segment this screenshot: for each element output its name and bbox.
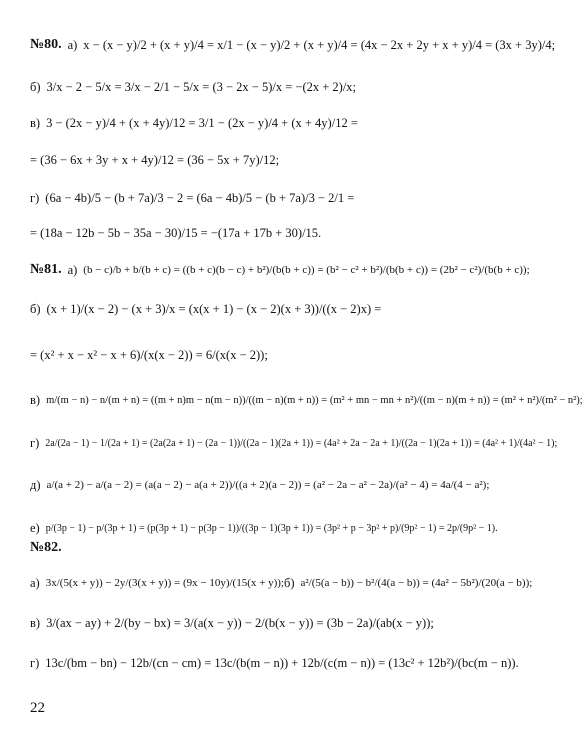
p82-v-label: в) — [30, 615, 41, 630]
p80-v-label: в) — [30, 115, 41, 130]
p81-e-label: е) — [30, 520, 40, 535]
p80-b-expr: 3/x − 2 − 5/x = 3/x − 2/1 − 5/x = (3 − 2x − 5)/x = −(2x + 2)/x; — [46, 79, 357, 94]
p81-v-label: в) — [30, 392, 41, 407]
p81-v-expr: m/(m − n) − n/(m + n) = ((m + n)m − n(m − n))/((m − n)(m + n)) = (m² + mn − mn + n²)/((m − n)(m + n)) = (m² + n²)/(m² − n²); — [46, 394, 583, 406]
p81-g-expr: 2a/(2a − 1) − 1/(2a + 1) = (2a(2a + 1) − (2a − 1))/((2a − 1)(2a + 1)) = (4a² + 2a − 2a + 1)/((2a − 1)(2a + 1)) = (4a² + 1)/(4a² − 1); — [45, 437, 558, 449]
p81-b-line1 — [30, 294, 489, 324]
p80-title: №80. — [30, 37, 62, 52]
p81-g-label: г) — [30, 435, 40, 450]
p80-b-label: б) — [30, 79, 41, 94]
p80-v-line1 — [30, 108, 489, 138]
p81-e-expr: p/(3p − 1) − p/(3p + 1) = (p(3p + 1) − p(3p − 1))/((3p − 1)(3p + 1)) = (3p² + p − 3p² + p)/(9p² − 1) = 2p/(9p² − 1). — [45, 522, 498, 534]
p82-ab-line — [30, 568, 533, 598]
p81-b-expr2: = (x² + x − x² − x + 6)/(x(x − 2)) = 6/(x(x − 2)); — [30, 347, 268, 362]
p80-a-expr: x − (x − y)/2 + (x + y)/4 = x/1 − (x − y)/2 + (x + y)/4 = (4x − 2x + 2y + x + y)/4 = (3x + 3y)/4; — [83, 37, 556, 52]
p80-a-label: а) — [67, 37, 78, 52]
p80-a-line — [30, 30, 556, 60]
p80-g-line2 — [30, 218, 489, 248]
p81-title: №81. — [30, 262, 62, 277]
p81-d-expr: a/(a + 2) − a/(a − 2) = (a(a − 2) − a(a + 2))/((a + 2)(a − 2)) = (a² − 2a − a² − 2a)/(a² − 4) = 4a/(4 − a²); — [46, 479, 490, 491]
p82-title: №82. — [30, 540, 62, 555]
p80-b-line — [30, 72, 489, 102]
p81-a-label: а) — [67, 262, 78, 277]
p80-g-line1 — [30, 183, 489, 213]
p82-v-expr: 3/(ax − ay) + 2/(by − bx) = 3/(a(x − y)) − 2/(b(x − y)) = (3b − 2a)/(ab(x − y)); — [46, 615, 434, 630]
p82-a-label: а) — [30, 575, 40, 590]
p81-v-line — [30, 385, 583, 415]
p80-v-expr1: 3 − (2x − y)/4 + (x + 4y)/12 = 3/1 − (2x − y)/4 + (x + 4y)/12 = — [46, 115, 358, 130]
p80-v-expr2: = (36 − 6x + 3y + x + 4y)/12 = (36 − 5x + 7y)/12; — [30, 152, 280, 167]
p81-b-expr1: (x + 1)/(x − 2) − (x + 3)/x = (x(x + 1) − (x − 2)(x + 3))/((x − 2)x) = — [46, 301, 382, 316]
p81-a-line — [30, 255, 530, 285]
p82-g-label: г) — [30, 655, 40, 670]
p81-b-line2 — [30, 340, 489, 370]
p81-b-label: б) — [30, 301, 41, 316]
p82-g-expr: 13c/(bm − bn) − 12b/(cn − cm) = 13c/(b(m − n)) + 12b/(c(m − n)) = (13c² + 12b²)/(bc(m − n)). — [45, 655, 519, 670]
p81-e-line — [30, 513, 498, 543]
page-number: 22 — [30, 700, 45, 716]
p82-a-expr: 3x/(5(x + y)) − 2y/(3(x + y)) = (9x − 10y)/(15(x + y)); — [45, 577, 284, 589]
p80-g-expr1: (6a − 4b)/5 − (b + 7a)/3 − 2 = (6a − 4b)/5 − (b + 7a)/3 − 2/1 = — [45, 190, 355, 205]
p81-a-expr: (b − c)/b + b/(b + c) = ((b + c)(b − c) + b²)/(b(b + c)) = (b² − c² + b²)/(b(b + c)) = (2b² − c²)/(b(b + c)); — [83, 264, 530, 276]
p82-b-label: б) — [283, 575, 295, 590]
p82-v-line — [30, 608, 489, 638]
p81-d-line — [30, 470, 489, 500]
p82-b-expr: a²/(5(a − b)) − b²/(4(a − b)) = (4a² − 5b²)/(20(a − b)); — [300, 577, 533, 589]
p82-g-line — [30, 648, 519, 678]
p80-g-expr2: = (18a − 12b − 5b − 35a − 30)/15 = −(17a + 17b + 30)/15. — [30, 225, 322, 240]
p81-g-line — [30, 428, 558, 458]
p80-g-label: г) — [30, 190, 40, 205]
p81-d-label: д) — [30, 477, 41, 492]
p80-v-line2 — [30, 145, 489, 175]
